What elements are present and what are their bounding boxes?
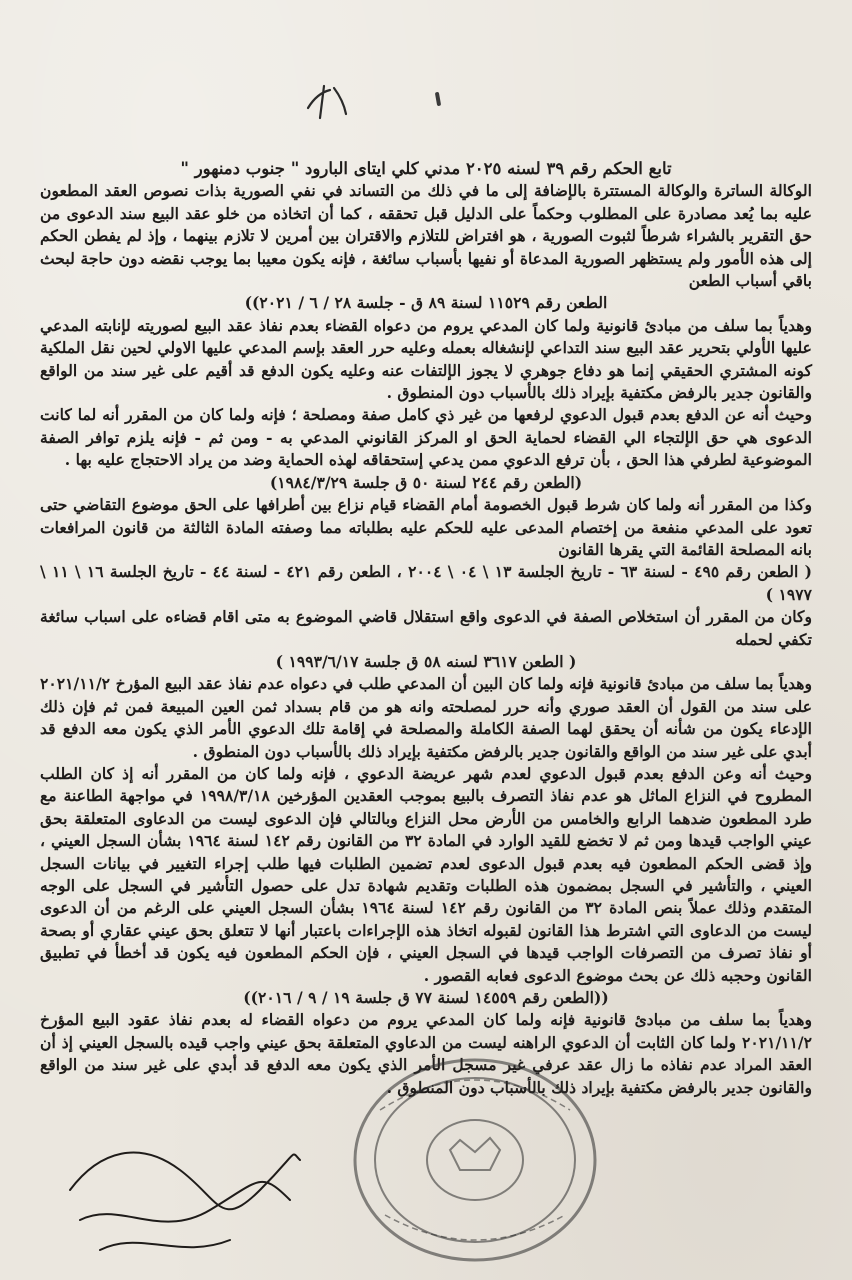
paragraph-6: وهدياً بما سلف من مبادئ قانونية فإنه ولما كان البين أن المدعي طلب في دعواه عدم نفاذ عقد البيع المؤرخ ٢٠٢١/١١/٢ على سند من القول أن العقد صوري وأنه حرر لمصلحته وانه هو من قام بسداد ثمن العين المبيعة فمن ثم فإن ذلك الإدعاء يكون من شأنه أن يحقق لهما الصفة الكاملة والمصلحة في إقامة تلك الدعوي الأمر الذي يكون معه الدفع قد أبدي على غير سند من الواقع والقانون جدير بالرفض مكتفية بإيراد ذلك بالأسباب دون المنطوق . (40, 674, 812, 761)
citation-3: ( الطعن رقم ٤٩٥ - لسنة ٦٣ - تاريخ الجلسة ١٣ \ ٠٤ \ ٢٠٠٤ ، الطعن رقم ٤٢١ - لسنة ٤٤ - تاريخ الجلسة ١٦ \ ١١ \ ١٩٧٧ ) (40, 562, 812, 604)
paragraph-5: وكان من المقرر أن استخلاص الصفة في الدعوى واقع استقلال قاضي الموضوع به متى اقام قضاءه على اسباب سائغة تكفي لحمله (40, 607, 812, 649)
signature (60, 1130, 310, 1270)
paragraph-1: الوكالة الساترة والوكالة المستترة بالإضافة إلى ما في ذلك من التساند في نفي الصورية بذات نصوص العقد المطعون عليه بما يُعد مصادرة على المطلوب وحكماً على الدليل قبل تحققه ، كما أن اتخاذه من خلو عقد البيع سند الدعوى من حق التقرير بالشراء شرطاً لثبوت الصورية ، هو افتراض للتلازم والاقتران بين أمرين لا تلازم بينهما ، وإذ لم يفطن الحكم إلى هذه الأمور ولم يستظهر الصورية المدعاة أو نفيها بأسباب سائغة ، فإنه يكون معيبا بما يوجب نقضه دون حاجة لبحث باقي أسباب الطعن (40, 181, 812, 291)
citation-5: ((الطعن رقم ١٤٥٥٩ لسنة ٧٧ ق جلسة ١٩ / ٩ / ٢٠١٦)) (243, 988, 609, 1008)
paragraph-8: وهدياً بما سلف من مبادئ قانونية فإنه ولما كان المدعي يروم من دعواه القضاء له بعدم نفاذ عقود البيع المؤرخ ٢٠٢١/١١/٢ ولما كان الثابت أن الدعوي الراهنه ليست من الدعاوي المتعلقة بحق عيني واجب قيده بالسجل العيني إذ أن العقد المراد عدم نفاذه ما زال عقد عرفي غير مسجل الأمر الذي يكون معه الدفع قد أبدي على غير سند من الواقع والقانون جدير بالرفض مكتفية بإيراد ذلك بالأسباب دون المنطوق . (40, 1010, 812, 1097)
document-heading: تابع الحكم رقم ٣٩ لسنه ٢٠٢٥ مدني كلي ايتاى البارود " جنوب دمنهور " (180, 159, 672, 178)
citation-4: ( الطعن ٣٦١٧ لسنه ٥٨ ق جلسة ١٩٩٣/٦/١٧ ) (275, 651, 577, 671)
citation-2: (الطعن رقم ٢٤٤ لسنة ٥٠ ق جلسة ١٩٨٤/٣/٢٩) (269, 472, 583, 492)
document-body (40, 158, 812, 1099)
paragraph-3: وحيث أنه عن الدفع بعدم قبول الدعوي لرفعها من غير ذي كامل صفة ومصلحة ؛ فإنه ولما كان من المقرر أنه لما كانت الدعوى هي حق الإلتجاء الي القضاء لحماية الحق او المركز القانوني المدعي به - ومن ثم - فإنه يلزم توافر الصفة الموضوعية لطرفي هذا الحق ، بأن ترفع الدعوي ممن يدعي إستحقاقه لهذه الحماية وضد من يراد الاحتجاج عليه بها . (40, 405, 812, 470)
paragraph-7: وحيث أنه وعن الدفع بعدم قبول الدعوي لعدم شهر عريضة الدعوي ، فإنه ولما كان من المقرر أنه إذ كان الطلب المطروح في النزاع الماثل هو عدم نفاذ التصرف بالبيع بموجب العقدين المؤرخين ١٩٩٨/٣/١٨ في مواجهة الطاعنة مع طرد المطعون ضدهما الرابع والخامس من الأرض محل النزاع وبالتالي فإن الدعوى ليست من الدعاوى المتعلقة بحق عيني الواجب قيدها ومن ثم لا تخضع للقيد الوارد في المادة ٣٢ من القانون رقم ١٤٢ لسنة ١٩٦٤ بشأن السجل العيني ، وإذ قضى الحكم المطعون فيه بعدم قبول الدعوى لعدم تضمين الطلبات فيها طلب إجراء التغيير في بيانات السجل العيني ، والتأشير في السجل بمضمون هذه الطلبات وتقديم شهادة تدل على حصول التأشير في السجل على الوجه المتقدم وذلك عملاً بنص المادة ٣٢ من القانون رقم ١٤٢ لسنة ١٩٦٤ بشأن السجل العيني على الرغم من أن الدعوى ليست من الدعاوى التي اشترط هذا القانون لقبوله اتخاذ هذه الإجراءات باعتبار أنها لا تتعلق بحق عيني عقاري أو بصحة أو نفاذ تصرف من التصرفات الواجب قيدها في السجل العيني ، فإن الحكم المطعون فيه يكون قد أخطأ في تطبيق القانون وحجبه ذلك عن بحث موضوع الدعوى فعابه القصور . (40, 763, 813, 985)
citation-1: الطعن رقم ١١٥٢٩ لسنة ٨٩ ق - جلسة ٢٨ / ٦ / ٢٠٢١)) (244, 293, 608, 313)
paragraph-4: وكذا من المقرر أنه ولما كان شرط قبول الخصومة أمام القضاء قيام نزاع بين أطرافها على الحق موضوع التقاضي حتى تعود على المدعي منفعة من إختصام المدعى عليه للحكم عليه بطلباته مما وصفته المادة الثالثة من قانون المرافعات بانه المصلحة القائمة التي يقرها القانون (40, 495, 812, 559)
handwritten-page-number (300, 78, 360, 128)
ink-mark (435, 92, 441, 106)
paragraph-2: وهدياً بما سلف من مبادئ قانونية ولما كان المدعي يروم من دعواه القضاء بعدم نفاذ عقد البيع لصوريته لإنابته المدعي عليها الأولي بتحرير عقد البيع سند التداعي لإنشغاله بعمله وعليه حرر العقد بإسم المدعي عليها الاولي لحين نقل الملكية كونه المشتري الحقيقي إنما هو دفاع جوهري لا يجوز الإلتفات عنه وعليه يكون الدفع قد أقيم على غير سند من الواقع والقانون جدير بالرفض مكتفية بإيراد ذلك بالأسباب دون المنطوق . (40, 315, 812, 403)
